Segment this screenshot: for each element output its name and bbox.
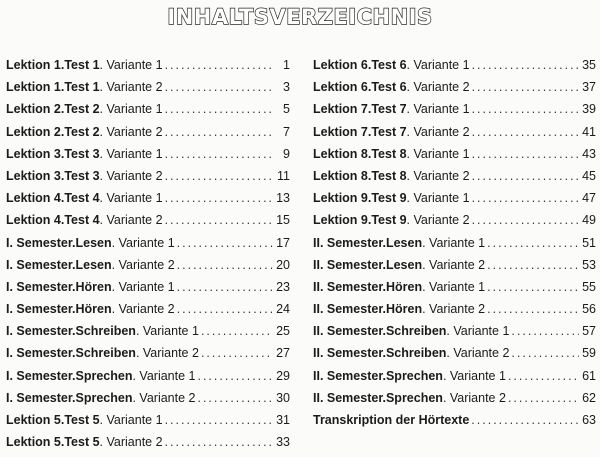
toc-entry[interactable] bbox=[313, 102, 596, 124]
entry-topic: Test 3 bbox=[64, 168, 100, 183]
entry-unit: I. Semester. bbox=[6, 302, 76, 317]
leader-dots bbox=[165, 413, 273, 427]
entry-variant: . Variante 2 bbox=[111, 302, 175, 317]
entry-unit: I. Semester. bbox=[6, 257, 76, 272]
entry-unit: II. Semester. bbox=[313, 390, 386, 405]
leader-dots bbox=[472, 169, 579, 183]
entry-page: 47 bbox=[582, 191, 596, 206]
toc-column-left bbox=[6, 58, 290, 457]
entry-variant: . Variante 1 bbox=[99, 102, 163, 117]
entry-variant: . Variante 2 bbox=[422, 302, 486, 317]
entry-page: 62 bbox=[582, 390, 596, 405]
toc-entry[interactable] bbox=[313, 58, 596, 80]
entry-page: 7 bbox=[283, 124, 290, 139]
leader-dots bbox=[165, 125, 273, 139]
toc-entry[interactable] bbox=[6, 58, 290, 80]
entry-unit: Lektion 2. bbox=[6, 102, 65, 117]
entry-unit: II. Semester. bbox=[313, 279, 386, 294]
toc-entry[interactable] bbox=[313, 369, 596, 391]
entry-page: 37 bbox=[582, 80, 596, 95]
entry-topic: Test 4 bbox=[64, 213, 100, 228]
entry-variant: . Variante 1 bbox=[111, 235, 175, 250]
leader-dots bbox=[508, 369, 579, 383]
entry-page: 43 bbox=[582, 146, 596, 161]
toc-entry[interactable] bbox=[313, 80, 596, 102]
entry-unit: I. Semester. bbox=[6, 279, 76, 294]
entry-variant: . Variante 1 bbox=[99, 413, 163, 427]
leader-dots bbox=[165, 169, 273, 183]
leader-dots bbox=[177, 236, 273, 250]
entry-unit: II. Semester. bbox=[313, 324, 386, 339]
leader-dots bbox=[487, 258, 579, 272]
entry-topic: Hören bbox=[385, 302, 423, 317]
entry-topic: Test 6 bbox=[371, 80, 407, 95]
entry-topic: Sprechen bbox=[385, 390, 443, 405]
leader-dots bbox=[177, 258, 273, 272]
toc-entry[interactable] bbox=[6, 191, 290, 213]
toc-entry[interactable] bbox=[313, 391, 596, 413]
toc-entry[interactable] bbox=[313, 346, 596, 368]
leader-dots bbox=[472, 213, 579, 227]
entry-unit: II. Semester. bbox=[313, 302, 386, 317]
entry-variant: . Variante 1 bbox=[406, 146, 470, 161]
entry-unit: Lektion 3. bbox=[6, 146, 65, 161]
leader-dots bbox=[201, 324, 273, 338]
entry-unit: I. Semester. bbox=[6, 346, 76, 361]
toc-entry[interactable] bbox=[313, 302, 596, 324]
entry-page: 45 bbox=[582, 168, 596, 183]
leader-dots bbox=[165, 435, 273, 449]
entry-page: 53 bbox=[582, 257, 596, 272]
leader-dots bbox=[508, 391, 579, 405]
entry-topic: Test 9 bbox=[371, 191, 407, 206]
entry-unit: Lektion 2. bbox=[6, 124, 65, 139]
leader-dots bbox=[165, 80, 273, 94]
entry-topic: Schreiben bbox=[385, 346, 447, 361]
leader-dots bbox=[472, 58, 579, 72]
entry-topic: Lesen bbox=[75, 235, 112, 250]
entry-variant: . Variante 1 bbox=[422, 279, 486, 294]
entry-unit: II. Semester. bbox=[313, 346, 386, 361]
toc-entry[interactable] bbox=[6, 258, 290, 280]
entry-page: 39 bbox=[582, 102, 596, 117]
entry-unit: I. Semester. bbox=[6, 368, 76, 383]
leader-dots bbox=[472, 125, 579, 139]
leader-dots bbox=[487, 302, 579, 316]
entry-variant: . Variante 2 bbox=[442, 390, 506, 405]
entry-unit: Lektion 6. bbox=[313, 80, 372, 95]
entry-page: 57 bbox=[582, 324, 596, 339]
entry-topic: Hören bbox=[385, 279, 423, 294]
entry-topic: Test 7 bbox=[371, 102, 407, 117]
entry-variant: . Variante 2 bbox=[99, 213, 163, 228]
entry-page: 30 bbox=[276, 390, 290, 405]
entry-topic: Test 5 bbox=[64, 413, 100, 427]
entry-unit: I. Semester. bbox=[6, 235, 76, 250]
toc-entry[interactable] bbox=[6, 102, 290, 124]
entry-variant: . Variante 1 bbox=[99, 191, 163, 206]
entry-variant: . Variante 2 bbox=[99, 80, 163, 95]
leader-dots bbox=[472, 102, 579, 116]
entry-variant: . Variante 1 bbox=[446, 324, 510, 339]
entry-unit: Lektion 9. bbox=[313, 191, 372, 206]
toc-entry[interactable] bbox=[6, 213, 290, 235]
entry-unit: I. Semester. bbox=[6, 324, 76, 339]
toc-entry[interactable] bbox=[6, 236, 290, 258]
entry-variant: . Variante 2 bbox=[422, 257, 486, 272]
toc-entry[interactable] bbox=[6, 413, 290, 435]
toc-entry[interactable] bbox=[313, 169, 596, 191]
entry-topic: Test 1 bbox=[64, 58, 100, 72]
entry-unit: Transkription der Hörtexte bbox=[313, 413, 470, 427]
entry-unit: Lektion 7. bbox=[313, 124, 372, 139]
entry-topic: Schreiben bbox=[385, 324, 447, 339]
leader-dots bbox=[165, 191, 273, 205]
entry-topic: Sprechen bbox=[385, 368, 443, 383]
entry-variant: . Variante 1 bbox=[406, 191, 470, 206]
entry-topic: Hören bbox=[75, 279, 112, 294]
toc-entry[interactable] bbox=[313, 324, 596, 346]
entry-variant: . Variante 2 bbox=[406, 124, 470, 139]
entry-unit: Lektion 5. bbox=[6, 413, 65, 427]
entry-variant: . Variante 1 bbox=[99, 146, 163, 161]
entry-variant: . Variante 1 bbox=[422, 235, 486, 250]
entry-topic: Hören bbox=[75, 302, 112, 317]
entry-page: 61 bbox=[582, 368, 596, 383]
entry-topic: Test 3 bbox=[64, 146, 100, 161]
leader-dots bbox=[511, 346, 579, 360]
entry-unit: Lektion 6. bbox=[313, 58, 372, 72]
entry-page: 17 bbox=[276, 235, 290, 250]
toc-entry[interactable] bbox=[313, 236, 596, 258]
leader-dots bbox=[472, 147, 579, 161]
toc-entry[interactable] bbox=[313, 258, 596, 280]
entry-page: 27 bbox=[276, 346, 290, 361]
entry-page: 3 bbox=[283, 80, 290, 95]
leader-dots bbox=[472, 191, 579, 205]
toc-entry[interactable] bbox=[6, 280, 290, 302]
entry-page: 56 bbox=[582, 302, 596, 317]
entry-topic: Test 9 bbox=[371, 213, 407, 228]
leader-dots bbox=[487, 280, 579, 294]
entry-variant: . Variante 2 bbox=[111, 257, 175, 272]
entry-variant: . Variante 2 bbox=[406, 213, 470, 228]
entry-unit: Lektion 9. bbox=[313, 213, 372, 228]
entry-page: 5 bbox=[283, 102, 290, 117]
entry-page: 41 bbox=[582, 124, 596, 139]
entry-variant: . Variante 1 bbox=[135, 324, 199, 339]
entry-variant: . Variante 2 bbox=[446, 346, 510, 361]
entry-page: 59 bbox=[582, 346, 596, 361]
entry-topic: Sprechen bbox=[75, 368, 133, 383]
entry-page: 31 bbox=[276, 413, 290, 427]
leader-dots bbox=[165, 58, 273, 72]
entry-topic: Lesen bbox=[385, 257, 423, 272]
entry-unit: Lektion 8. bbox=[313, 168, 372, 183]
entry-unit: Lektion 3. bbox=[6, 168, 65, 183]
entry-unit: I. Semester. bbox=[6, 390, 76, 405]
entry-page: 11 bbox=[277, 168, 290, 183]
entry-topic: Test 8 bbox=[371, 168, 407, 183]
leader-dots bbox=[165, 102, 273, 116]
toc-entry[interactable] bbox=[313, 147, 596, 169]
entry-page: 15 bbox=[276, 213, 290, 228]
toc-entry[interactable] bbox=[313, 280, 596, 302]
toc-entry[interactable] bbox=[6, 324, 290, 346]
entry-topic: Test 2 bbox=[64, 124, 100, 139]
entry-unit: Lektion 1. bbox=[6, 58, 65, 72]
page-title: INHALTSVERZEICHNIS bbox=[167, 5, 433, 29]
entry-topic: Test 4 bbox=[64, 191, 100, 206]
toc-entry[interactable] bbox=[6, 435, 290, 457]
entry-topic: Schreiben bbox=[75, 324, 136, 339]
entry-unit: Lektion 7. bbox=[313, 102, 372, 117]
entry-page: 49 bbox=[582, 213, 596, 228]
toc-entry[interactable] bbox=[6, 302, 290, 324]
toc-entry[interactable] bbox=[313, 213, 596, 235]
entry-variant: . Variante 1 bbox=[111, 279, 175, 294]
leader-dots bbox=[487, 236, 579, 250]
leader-dots bbox=[471, 413, 579, 427]
entry-page: 20 bbox=[276, 257, 290, 272]
leader-dots bbox=[165, 147, 273, 161]
toc-entry[interactable] bbox=[313, 125, 596, 147]
toc-entry[interactable] bbox=[6, 391, 290, 413]
leader-dots bbox=[472, 80, 579, 94]
entry-unit: II. Semester. bbox=[313, 368, 386, 383]
entry-unit: Lektion 8. bbox=[313, 146, 372, 161]
entry-page: 35 bbox=[582, 58, 596, 72]
entry-topic: Test 1 bbox=[64, 80, 100, 95]
entry-variant: . Variante 2 bbox=[135, 346, 199, 361]
entry-page: 13 bbox=[276, 191, 290, 206]
entry-unit: II. Semester. bbox=[313, 235, 386, 250]
entry-page: 55 bbox=[582, 279, 596, 294]
entry-page: 29 bbox=[276, 368, 290, 383]
entry-topic: Test 6 bbox=[371, 58, 407, 72]
entry-page: 9 bbox=[283, 146, 290, 161]
toc-entry[interactable] bbox=[6, 369, 290, 391]
entry-variant: . Variante 2 bbox=[99, 435, 163, 450]
toc-entry[interactable] bbox=[6, 125, 290, 147]
entry-topic: Lesen bbox=[75, 257, 112, 272]
leader-dots bbox=[177, 302, 273, 316]
entry-page: 1 bbox=[283, 58, 290, 72]
entry-variant: . Variante 1 bbox=[132, 368, 196, 383]
leader-dots bbox=[197, 369, 273, 383]
entry-page: 51 bbox=[582, 235, 596, 250]
entry-variant: . Variante 1 bbox=[406, 58, 470, 72]
entry-unit: Lektion 4. bbox=[6, 191, 65, 206]
toc-entry[interactable] bbox=[6, 147, 290, 169]
entry-variant: . Variante 2 bbox=[99, 124, 163, 139]
entry-page: 33 bbox=[276, 435, 290, 450]
leader-dots bbox=[165, 213, 273, 227]
entry-variant: . Variante 1 bbox=[442, 368, 506, 383]
entry-topic: Schreiben bbox=[75, 346, 136, 361]
entry-topic: Test 8 bbox=[371, 146, 407, 161]
entry-page: 24 bbox=[276, 302, 290, 317]
entry-unit: Lektion 1. bbox=[6, 80, 65, 95]
entry-page: 63 bbox=[582, 413, 596, 427]
entry-page: 25 bbox=[276, 324, 290, 339]
entry-unit: Lektion 5. bbox=[6, 435, 65, 450]
toc-entry[interactable] bbox=[313, 191, 596, 213]
leader-dots bbox=[177, 280, 273, 294]
entry-topic: Test 7 bbox=[371, 124, 407, 139]
entry-variant: . Variante 1 bbox=[99, 58, 163, 72]
toc-entry[interactable] bbox=[6, 80, 290, 102]
entry-topic: Lesen bbox=[385, 235, 423, 250]
leader-dots bbox=[201, 346, 273, 360]
entry-page: 23 bbox=[276, 279, 290, 294]
toc-entry[interactable] bbox=[6, 346, 290, 368]
leader-dots bbox=[197, 391, 273, 405]
entry-topic: Test 2 bbox=[64, 102, 100, 117]
entry-unit: II. Semester. bbox=[313, 257, 386, 272]
entry-topic: Sprechen bbox=[75, 390, 133, 405]
toc-column-right bbox=[313, 58, 596, 435]
entry-variant: . Variante 2 bbox=[406, 168, 470, 183]
entry-variant: . Variante 2 bbox=[406, 80, 470, 95]
leader-dots bbox=[511, 324, 579, 338]
toc-entry[interactable] bbox=[313, 413, 596, 435]
entry-variant: . Variante 2 bbox=[99, 168, 163, 183]
entry-unit: Lektion 4. bbox=[6, 213, 65, 228]
entry-variant: . Variante 1 bbox=[406, 102, 470, 117]
entry-variant: . Variante 2 bbox=[132, 390, 196, 405]
entry-topic: Test 5 bbox=[64, 435, 100, 450]
toc-entry[interactable] bbox=[6, 169, 290, 191]
